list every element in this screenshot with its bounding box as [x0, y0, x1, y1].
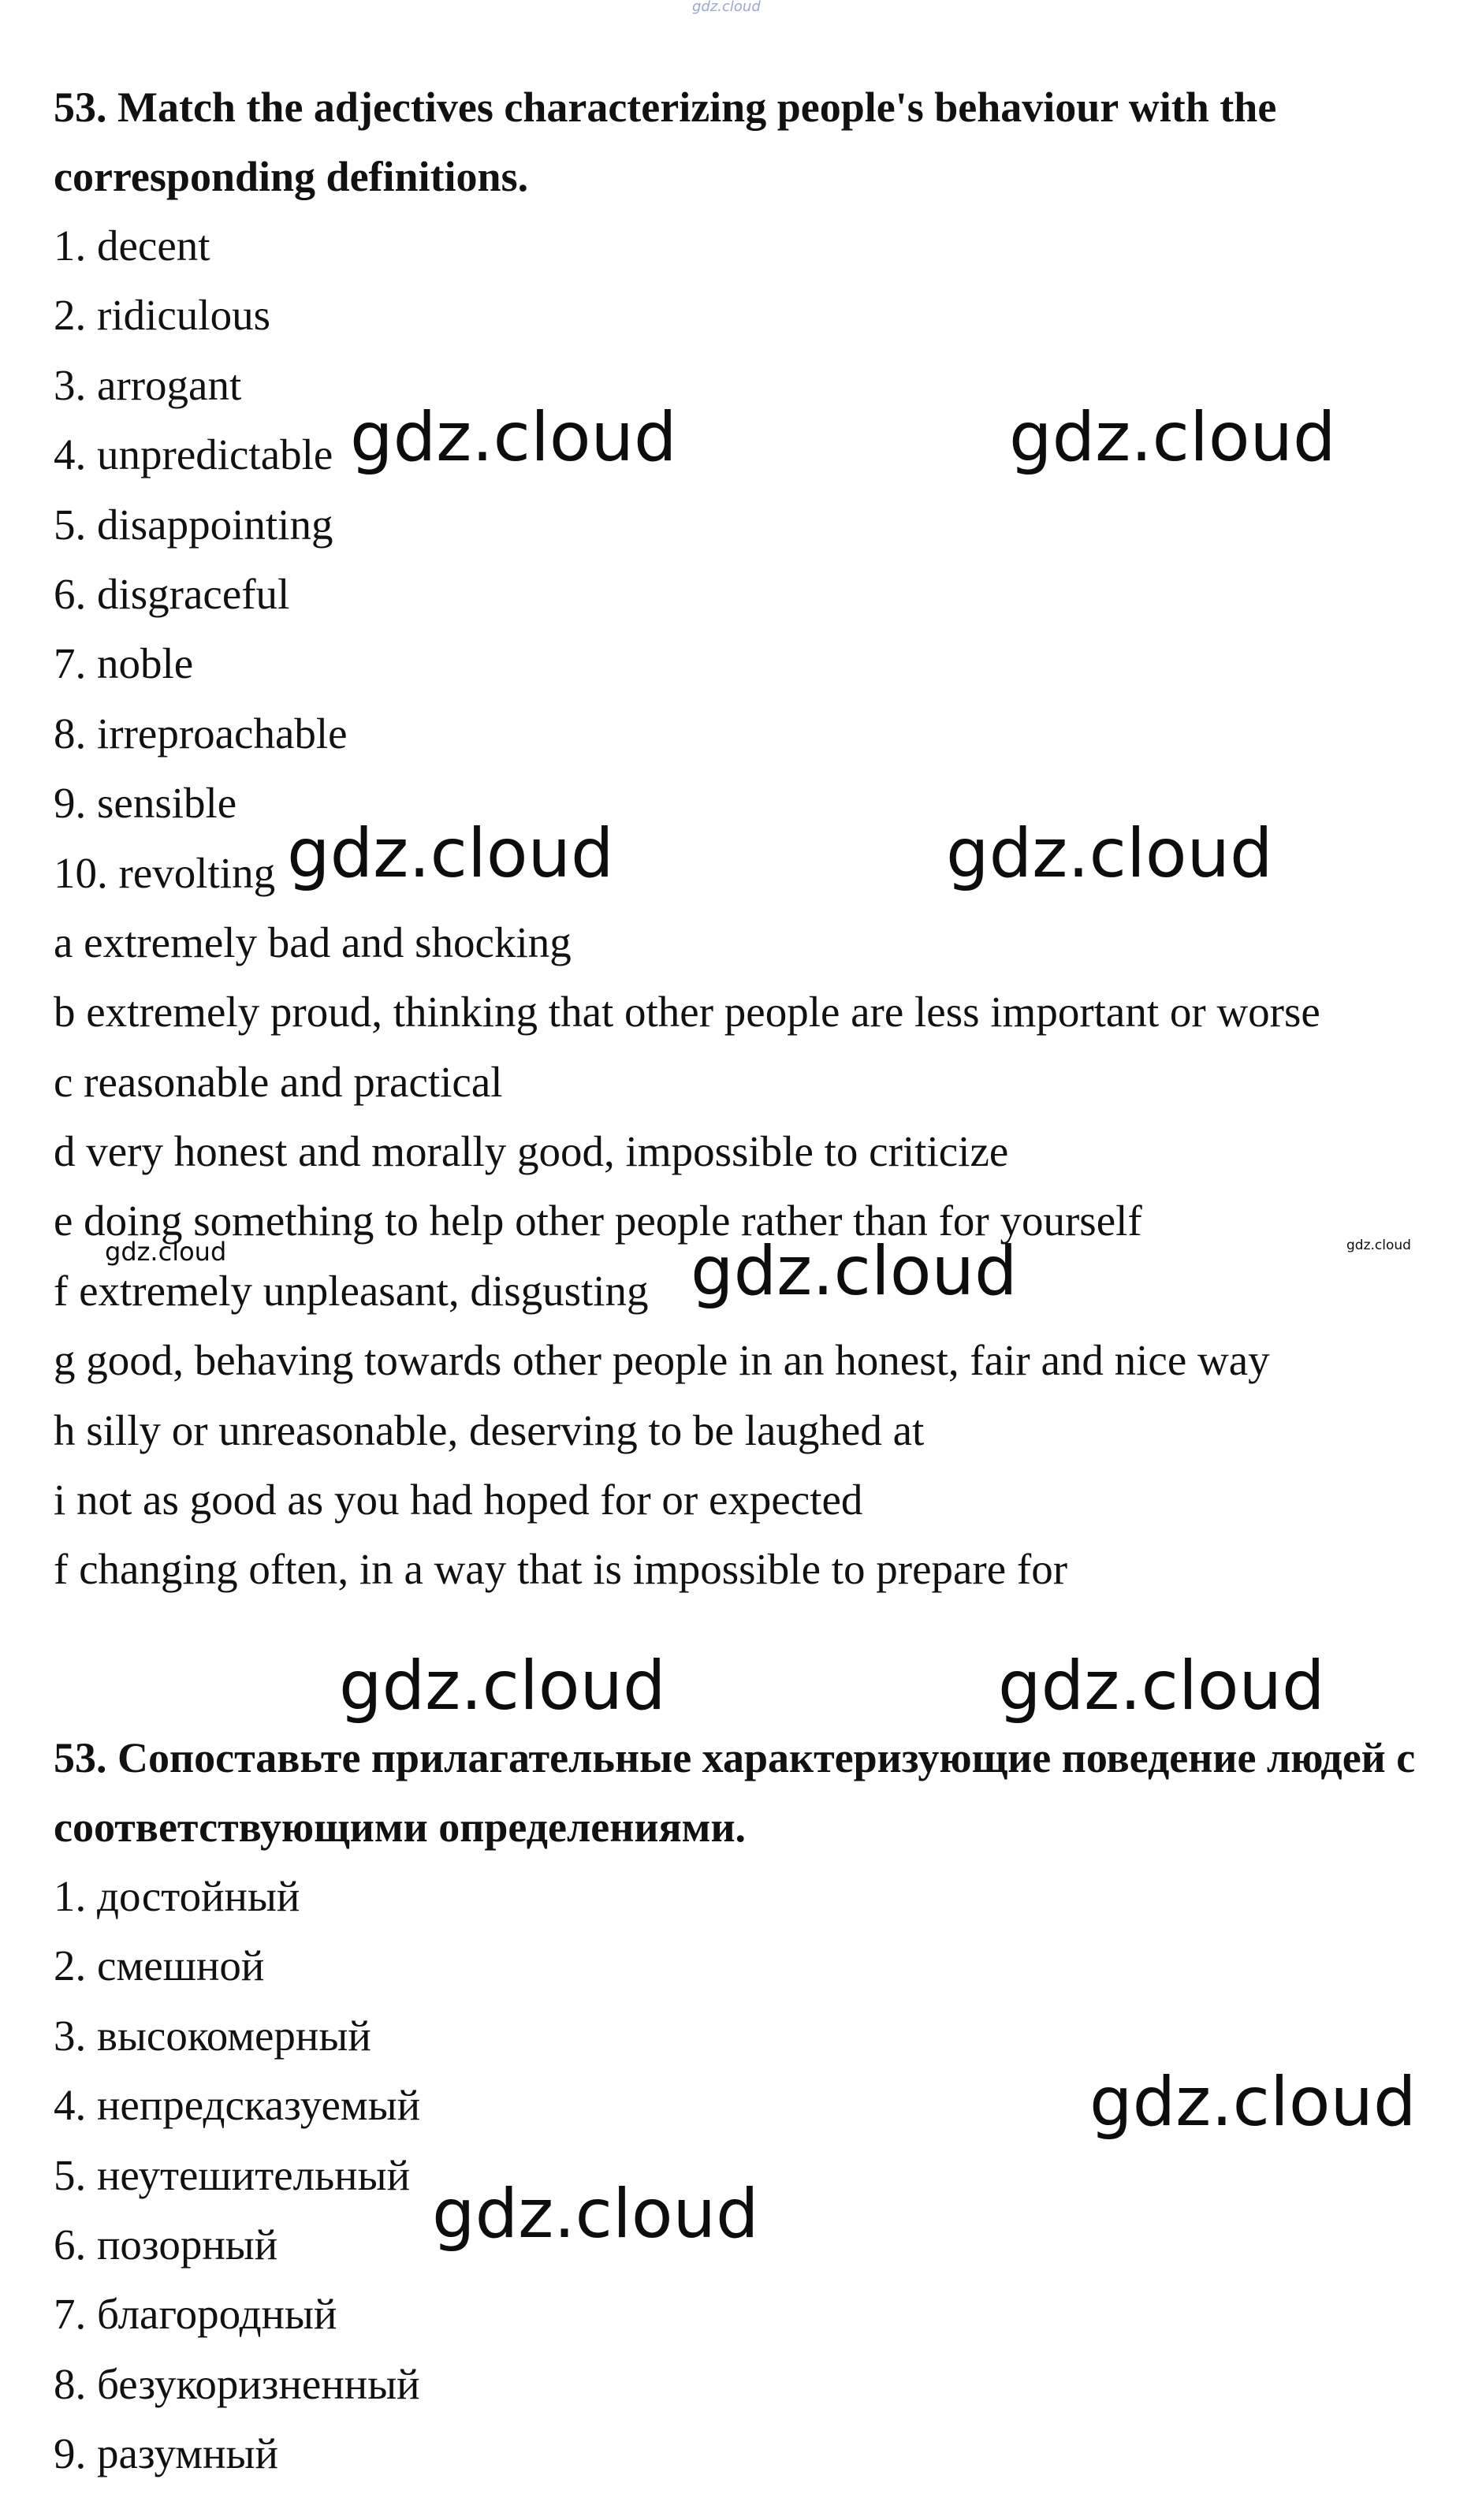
list-item: 2. ridiculous [54, 291, 270, 340]
list-item: 6. disgraceful [54, 569, 290, 618]
list-item: 4. непредсказуемый [54, 2081, 421, 2130]
list-item: 1. decent [54, 221, 210, 270]
definition-item: d very honest and morally good, impossible to criticize [54, 1127, 1009, 1176]
definition-item: c reasonable and practical [54, 1057, 503, 1106]
list-item: 5. неутешительный [54, 2150, 411, 2199]
list-item: 5. disappointing [54, 500, 333, 549]
watermark: gdz.cloud [1346, 1238, 1411, 1253]
list-item: 9. разумный [54, 2429, 278, 2478]
list-item: 8. безукоризненный [54, 2359, 420, 2408]
list-item: 6. позорный [54, 2220, 278, 2269]
list-item: 3. arrogant [54, 360, 242, 409]
watermark: gdz.cloud [432, 2175, 759, 2254]
list-item: 1. достойный [54, 1872, 300, 1920]
watermark: gdz.cloud [350, 398, 677, 477]
russian-task-title: 53. Сопоставьте прилагательные характеризующие поведение людей с соответствующими определениями. [54, 1734, 1416, 1851]
watermark: gdz.cloud [339, 1647, 666, 1725]
watermark: gdz.cloud [1089, 2063, 1417, 2142]
list-item: 4. unpredictable [54, 430, 333, 479]
watermark: gdz.cloud [105, 1237, 227, 1267]
definition-item: a extremely bad and shocking [54, 918, 572, 966]
watermark: gdz.cloud [287, 814, 614, 893]
list-item: 10. revolting [54, 848, 276, 897]
definition-item: g good, behaving towards other people in an honest, fair and nice way [54, 1336, 1270, 1385]
english-task-title: 53. Match the adjectives characterizing people's behaviour with the corresponding definitions. [54, 84, 1277, 200]
definition-item: f extremely unpleasant, disgusting [54, 1266, 649, 1315]
watermark: gdz.cloud [946, 814, 1273, 893]
english-word-list [54, 211, 1425, 908]
list-item: 7. благородный [54, 2290, 337, 2339]
list-item: 2. смешной [54, 1941, 265, 1990]
definition-item: f changing often, in a way that is impossible to prepare for [54, 1545, 1068, 1594]
list-item: 3. высокомерный [54, 2011, 371, 2060]
watermark: gdz.cloud [691, 1232, 1018, 1311]
definition-item: e doing something to help other people rather than for yourself [54, 1197, 1142, 1245]
list-item: 7. noble [54, 639, 194, 688]
watermark: gdz.cloud [1009, 398, 1336, 477]
definition-item: b extremely proud, thinking that other people are less important or worse [54, 988, 1320, 1037]
watermark: gdz.cloud [998, 1647, 1325, 1725]
definition-item: h silly or unreasonable, deserving to be laughed at [54, 1405, 925, 1454]
list-item: 9. sensible [54, 779, 237, 828]
definition-item: i not as good as you had hoped for or expected [54, 1476, 863, 1524]
list-item: 8. irreproachable [54, 709, 348, 757]
top-watermark: gdz.cloud [692, 0, 761, 15]
